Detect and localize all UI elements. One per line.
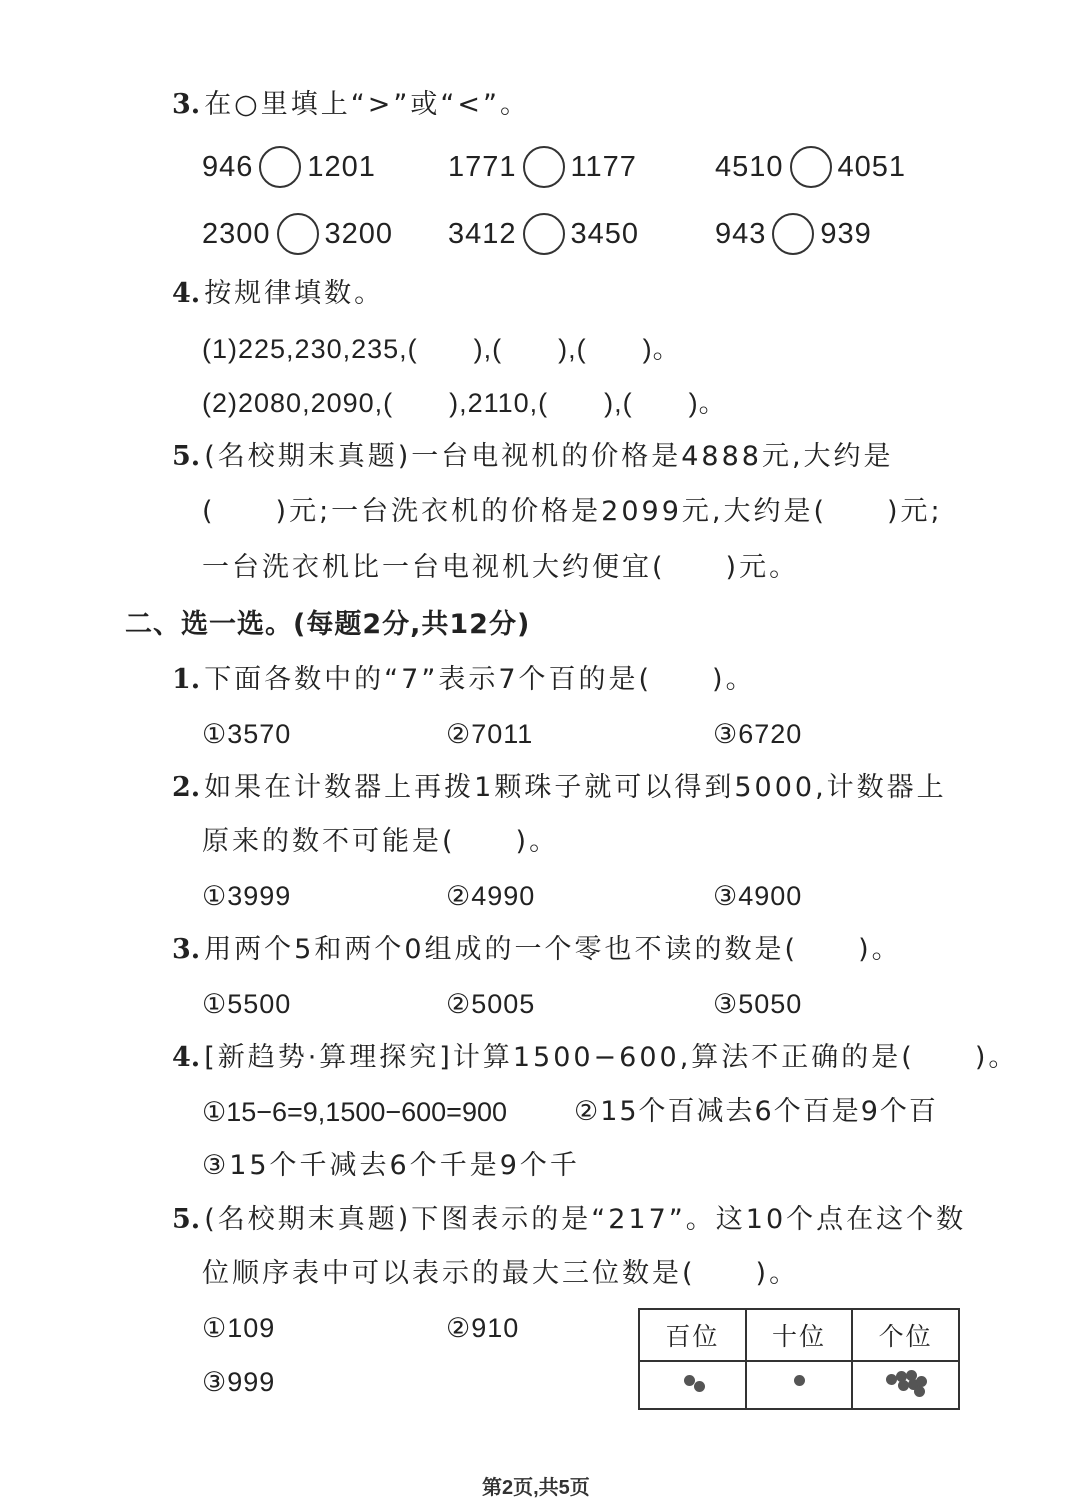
c4-text: [新趋势·算理探究]计算1500−600,算法不正确的是( )。 [204,1042,1019,1073]
compare-right: 939 [820,218,872,250]
c3-option-2[interactable]: ②5005 [446,989,536,1019]
c2-number: 2. [172,772,201,803]
c4-option-3[interactable]: ③15个千减去6个千是9个千 [202,1150,580,1181]
compare-right: 1201 [307,151,376,183]
c5-option-1[interactable]: ①109 [202,1313,276,1343]
compare-item [202,213,393,255]
section-2-title: 二、选一选。(每题2分,共12分) [125,609,531,640]
c3-title [172,932,902,968]
compare-circle-blank[interactable] [772,213,814,255]
ones-header: 个位 [852,1309,959,1361]
c5-line-2: 位顺序表中可以表示的最大三位数是( )。 [202,1258,800,1289]
compare-item [715,146,906,188]
c5-option-3[interactable]: ③999 [202,1367,276,1397]
q4-sequence-1: (1)225,230,235,( ),( ),( )。 [202,334,681,364]
place-value-table [638,1308,960,1410]
q5-line-3: 一台洗衣机比一台电视机大约便宜( )元。 [202,552,800,583]
compare-right: 3200 [324,218,394,250]
c2-line-1 [172,770,947,806]
c4-option-1[interactable]: ①15−6=9,1500−600=900 [202,1097,508,1127]
c2-option-1[interactable]: ①3999 [202,881,292,911]
compare-left: 1771 [448,151,517,183]
bead-dot [914,1386,925,1397]
c3-text: 用两个5和两个0组成的一个零也不读的数是( )。 [204,934,902,965]
compare-item [715,213,872,255]
compare-circle-blank[interactable] [523,213,565,255]
c1-title [172,662,756,698]
tens-dots [747,1362,852,1408]
q3-text: 在○里填上“>”或“<”。 [204,89,530,120]
compare-circle-blank[interactable] [523,146,565,188]
c2-text: 如果在计数器上再拨1颗珠子就可以得到5000,计数器上 [204,772,947,803]
compare-right: 3450 [570,218,640,250]
c4-title [172,1040,1018,1076]
c3-number: 3. [172,934,201,965]
c5-line-1 [172,1202,966,1238]
q4-text: 按规律填数。 [204,278,385,309]
q4-number: 4. [172,278,201,309]
c2-line-2: 原来的数不可能是( )。 [202,826,560,857]
c1-option-3[interactable]: ③6720 [713,719,803,749]
q4-title [172,276,384,312]
tens-header: 十位 [746,1309,853,1361]
compare-item [202,146,376,188]
compare-left: 3412 [448,218,517,250]
compare-right: 1177 [570,151,637,183]
c5-text: (名校期末真题)下图表示的是“217”。这10个点在这个数 [204,1204,967,1235]
q5-text: (名校期末真题)一台电视机的价格是4888元,大约是 [204,441,894,472]
c1-option-2[interactable]: ②7011 [446,719,534,749]
c1-number: 1. [172,664,201,695]
compare-circle-blank[interactable] [790,146,832,188]
c2-option-2[interactable]: ②4990 [446,881,536,911]
c2-option-3[interactable]: ③4900 [713,881,803,911]
page-footer: 第2页,共5页 [482,1477,590,1499]
compare-circle-blank[interactable] [277,213,319,255]
compare-right: 4051 [837,151,907,183]
compare-left: 2300 [202,218,271,250]
bead-dot [694,1381,705,1392]
bead-dot [898,1380,909,1391]
compare-left: 943 [715,218,767,250]
bead-dot [794,1375,805,1386]
c5-option-2[interactable]: ②910 [446,1313,520,1343]
compare-left: 946 [202,151,254,183]
q5-line-1 [172,439,894,475]
c4-option-2[interactable]: ②15个百减去6个百是9个百 [574,1096,938,1127]
c3-option-1[interactable]: ①5500 [202,989,292,1019]
q4-sequence-2: (2)2080,2090,( ),2110,( ),( )。 [202,388,727,418]
hundreds-dots [640,1362,745,1408]
compare-item [448,213,639,255]
c5-number: 5. [172,1204,201,1235]
q5-line-2: ( )元;一台洗衣机的价格是2099元,大约是( )元; [202,496,943,527]
hundreds-header: 百位 [639,1309,746,1361]
c3-option-3[interactable]: ③5050 [713,989,803,1019]
c4-number: 4. [172,1042,201,1073]
place-value-dots-row [639,1361,959,1409]
compare-left: 4510 [715,151,784,183]
q3-number: 3. [172,89,201,120]
compare-circle-blank[interactable] [259,146,301,188]
c1-option-1[interactable]: ①3570 [202,719,292,749]
place-value-header-row [639,1309,959,1361]
compare-item [448,146,637,188]
q5-number: 5. [172,441,201,472]
q3-title [172,87,530,123]
c1-text: 下面各数中的“7”表示7个百的是( )。 [204,664,756,695]
ones-dots [853,1362,958,1408]
